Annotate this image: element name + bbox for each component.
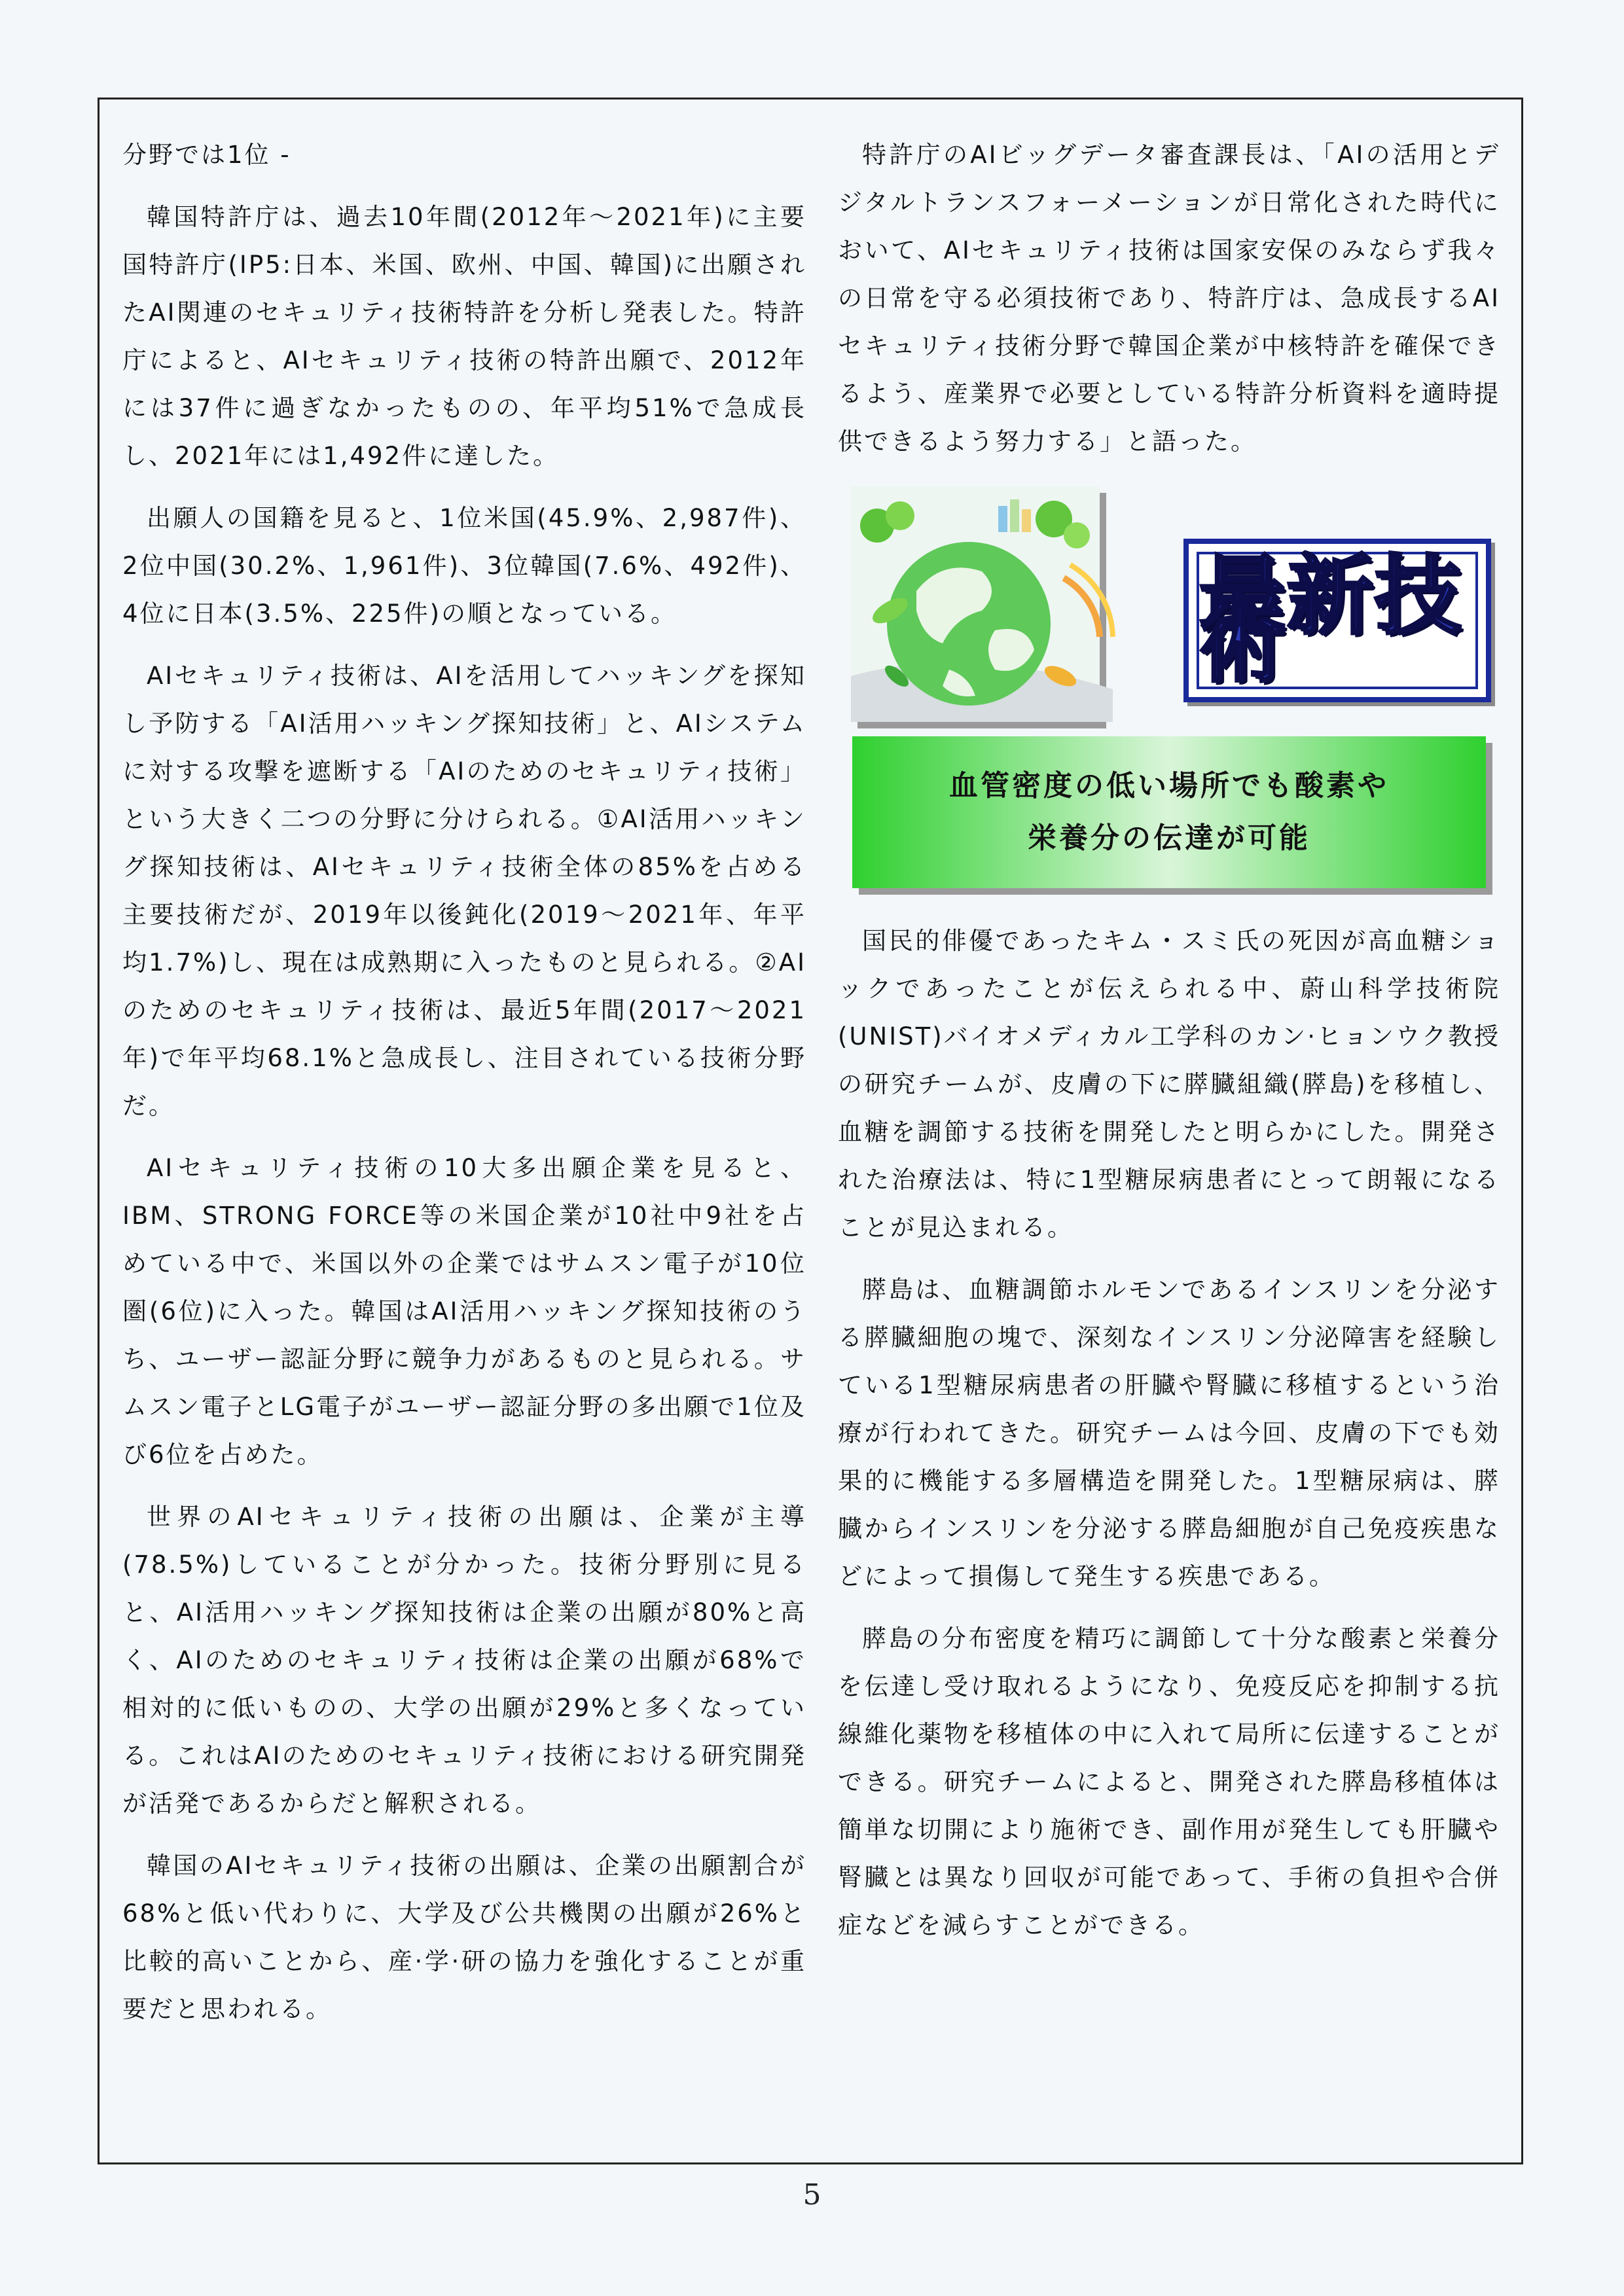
headline-line-2: 栄養分の伝達が可能 <box>1028 821 1310 855</box>
paragraph: 国民的俳優であったキム・スミ氏の死因が高血糖ショックであったことが伝えられる中、蔚山科学技術院(UNIST)バイオメディカル工学科のカン·ヒョンウク教授の研究チームが、皮膚の下に膵臓組織(膵島)を移植し、血糖を調節する技術を開発したと明らかにした。開発された治療法は、特に1型糖尿病患者にとって朗報になることが見込まれる。 <box>838 927 1500 1242</box>
paragraph: AIセキュリティ技術の10大多出願企業を見ると、IBM、STRONG FORCE等の米国企業が10社中9社を占めている中で、米国以外の企業ではサムスン電子が10位圏(6位)に入った。韓国はAI活用ハッキング探知技術のうち、ユーザー認証分野に競争力があるものと見られる。サムスン電子とLG電子がユーザー認証分野の多出願で1位及び6位を占めた。 <box>122 1154 806 1469</box>
paragraph: 韓国のAIセキュリティ技術の出願は、企業の出願割合が68%と低い代わりに、大学及び公共機関の出願が26%と比較的高いことから、産·学·研の協力を強化することが重要だと思われる。 <box>122 1852 806 2023</box>
paragraph: 特許庁のAIビッグデータ審査課長は、「AIの活用とデジタルトランスフォーメーションが日常化された時代において、AIセキュリティ技術は国家安保のみならず我々の日常を守る必須技術であり、特許庁は、急成長するAIセキュリティ技術分野で韓国企業が中核特許を確保できるよう、産業界で必要としている特許分析資料を適時提供できるよう努力する」と語った。 <box>838 141 1500 456</box>
section-title: 最新技術 <box>1199 546 1462 694</box>
paragraph: 韓国特許庁は、過去10年間(2012年～2021年)に主要国特許庁(IP5:日本、米国、欧州、中国、韓国)に出願されたAI関連のセキュリティ技術特許を分析し発表した。特許庁によると、AIセキュリティ技術の特許出願で、2012年には37件に過ぎなかったものの、年平均51%で急成長し、2021年には1,492件に達した。 <box>122 203 806 470</box>
page-number: 5 <box>803 2178 821 2212</box>
left-column <box>122 131 806 2047</box>
paragraph: 膵島は、血糖調節ホルモンであるインスリンを分泌する膵臓細胞の塊で、深刻なインスリン分泌障害を経験している1型糖尿病患者の肝臓や腎臓に移植するという治療が行われてきた。研究チームは今回、皮膚の下でも効果的に機能する多層構造を開発した。1型糖尿病は、膵臓からインスリンを分泌する膵島細胞が自己免疫疾患などによって損傷して発生する疾患である。 <box>838 1276 1500 1590</box>
headline-line-1: 血管密度の低い場所でも酸素や <box>949 769 1389 802</box>
latest-tech-banner <box>838 480 1500 899</box>
section-heading-fragment: 分野では1位 - <box>122 141 291 169</box>
headline-box <box>852 736 1486 888</box>
right-column <box>838 131 1500 1964</box>
paragraph: 出願人の国籍を見ると、1位米国(45.9%、2,987件)、2位中国(30.2%、1,961件)、3位韓国(7.6%、492件)、4位に日本(3.5%、225件)の順となっている。 <box>122 504 806 628</box>
paragraph: 世界のAIセキュリティ技術の出願は、企業が主導(78.5%)していることが分かった。技術分野別に見ると、AI活用ハッキング探知技術は企業の出願が80%と高く、AIのためのセキュリティ技術は企業の出願が68%で相対的に低いものの、大学の出願が29%と多くなっている。これはAIのためのセキュリティ技術における研究開発が活発であるからだと解釈される。 <box>122 1503 806 1818</box>
page-frame <box>98 98 1523 2164</box>
section-title-box <box>1183 539 1491 702</box>
paragraph: 膵島の分布密度を精巧に調節して十分な酸素と栄養分を伝達し受け取れるようになり、免疫反応を抑制する抗線維化薬物を移植体の中に入れて局所に伝達することができる。研究チームによると、開発された膵島移植体は簡単な切開により施術でき、副作用が発生しても肝臓や腎臓とは異なり回収が可能であって、手術の負担や合併症などを減らすことができる。 <box>838 1624 1500 1939</box>
paragraph: AIセキュリティ技術は、AIを活用してハッキングを探知し予防する「AI活用ハッキング探知技術」と、AIシステムに対する攻撃を遮断する「AIのためのセキュリティ技術」という大きく二つの分野に分けられる。①AI活用ハッキング探知技術は、AIセキュリティ技術全体の85%を占める主要技術だが、2019年以後鈍化(2019～2021年、年平均1.7%)し、現在は成熟期に入ったものと見られる。②AIのためのセキュリティ技術は、最近5年間(2017～2021年)で年平均68.1%と急成長し、注目されている技術分野だ。 <box>122 662 806 1120</box>
